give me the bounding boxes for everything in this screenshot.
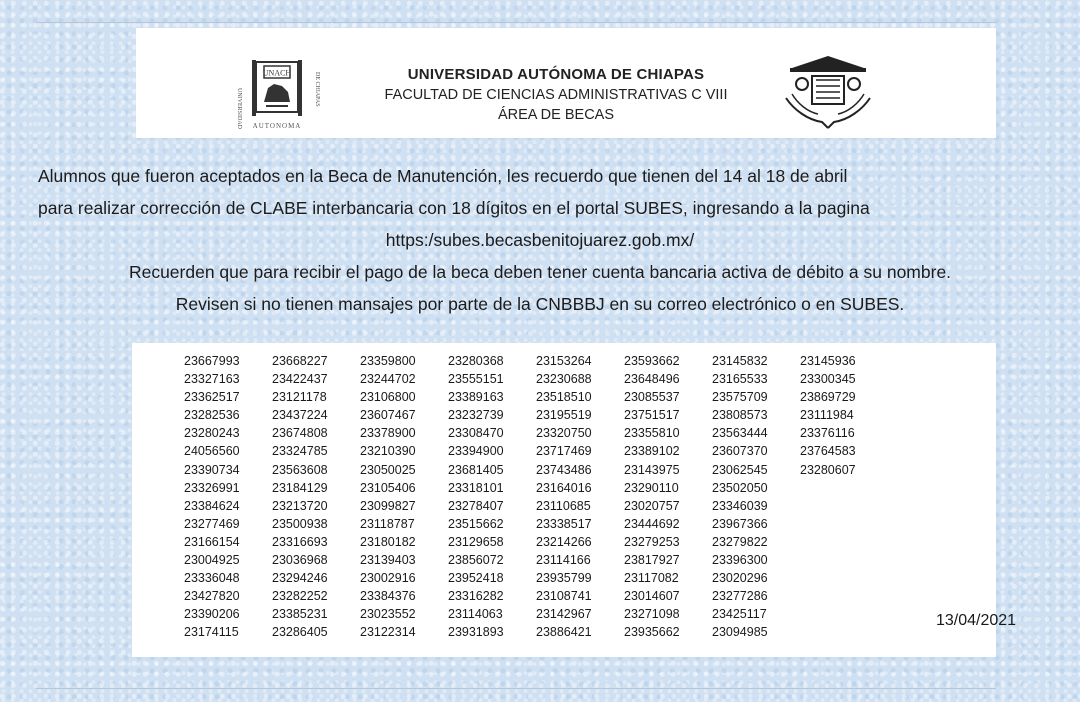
logo-left-bottom-text: AUTONOMA: [252, 122, 302, 130]
student-id: 23294246: [272, 571, 328, 586]
student-id: 23952418: [448, 571, 504, 586]
student-id: 23575709: [712, 390, 768, 405]
student-id: 23308470: [448, 426, 504, 441]
student-id: 23142967: [536, 607, 592, 622]
student-id: 23674808: [272, 426, 328, 441]
portal-url: https:/subes.becasbenitojuarez.gob.mx/: [385, 230, 695, 250]
student-id: 23886421: [536, 625, 592, 640]
student-id: 23244702: [360, 372, 416, 387]
student-id: 23808573: [712, 408, 768, 423]
student-id: 23271098: [624, 607, 680, 622]
student-id: 23869729: [800, 390, 856, 405]
student-id: 23316693: [272, 534, 328, 549]
student-id: 23286405: [272, 625, 328, 640]
student-id: 23139403: [360, 553, 416, 568]
student-id: 23935799: [536, 571, 592, 586]
student-id: 23346039: [712, 498, 768, 513]
student-id: 23648496: [624, 372, 680, 387]
student-id: 23563608: [272, 462, 328, 477]
student-id: 23318101: [448, 480, 504, 495]
student-id: 23444692: [624, 516, 680, 531]
student-id: 23164016: [536, 480, 592, 495]
student-id: 23277286: [712, 589, 768, 604]
student-id: 23195519: [536, 408, 592, 423]
student-id: 23213720: [272, 498, 328, 513]
student-list-card: [132, 343, 996, 657]
unach-crest-icon: [232, 58, 322, 132]
student-id: 23743486: [536, 462, 592, 477]
student-id: 23004925: [184, 553, 240, 568]
student-id: 23376116: [800, 426, 855, 441]
student-id: 23111984: [800, 408, 854, 423]
student-id: 23437224: [272, 408, 328, 423]
student-id: 23114063: [448, 607, 503, 622]
student-id: 23214266: [536, 534, 592, 549]
student-id: 23108741: [536, 589, 592, 604]
svg-text:UNIVERSIDAD: UNIVERSIDAD: [236, 88, 242, 129]
student-id: 23280243: [184, 426, 240, 441]
document-date: 13/04/2021: [936, 612, 1017, 629]
student-id: 23389163: [448, 390, 504, 405]
student-id: 23563444: [712, 426, 768, 441]
student-id: 23002916: [360, 571, 416, 586]
student-id: 23931893: [448, 625, 504, 640]
student-id: 23327163: [184, 372, 240, 387]
student-id: 23153264: [536, 354, 592, 368]
student-id: 23681405: [448, 462, 504, 477]
notice-line-2: para realizar corrección de CLABE interbancaria con 18 dígitos en el portal SUBES, ingresando a la pagina: [38, 198, 870, 218]
student-id: 23502050: [712, 480, 768, 495]
student-id: 23338517: [536, 516, 592, 531]
student-id: 23106800: [360, 390, 416, 405]
student-id: 23118787: [360, 516, 415, 531]
student-id: 23500938: [272, 516, 328, 531]
student-id: 23099827: [360, 498, 416, 513]
student-id: 23180182: [360, 534, 416, 549]
student-id: 23166154: [184, 534, 240, 549]
notice-text: [30, 160, 1050, 320]
student-id: 23856072: [448, 553, 504, 568]
student-id: 23324785: [272, 444, 328, 459]
student-id: 23425117: [712, 607, 767, 622]
student-id: 23336048: [184, 571, 240, 586]
student-id: 23290110: [624, 480, 679, 495]
student-id: 23384376: [360, 589, 416, 604]
student-id: 23316282: [448, 589, 504, 604]
student-id: 23667993: [184, 354, 240, 368]
student-id: 23278407: [448, 498, 504, 513]
student-id: 23935662: [624, 625, 680, 640]
student-id: 23020757: [624, 498, 680, 513]
student-id: 23282536: [184, 408, 240, 423]
student-id: 23764583: [800, 444, 856, 459]
student-id: 23232739: [448, 408, 504, 423]
student-id: 23143975: [624, 462, 680, 477]
student-id: 23210390: [360, 444, 416, 459]
student-id: 23085537: [624, 390, 680, 405]
student-id: 23020296: [712, 571, 768, 586]
student-id: 23515662: [448, 516, 504, 531]
student-id: 23184129: [272, 480, 328, 495]
student-id: 23390734: [184, 462, 240, 477]
student-id: 23320750: [536, 426, 592, 441]
student-id: 23174115: [184, 625, 239, 640]
student-id: 24056560: [184, 444, 240, 459]
bottom-divider: [36, 688, 996, 689]
student-id: 23145832: [712, 354, 768, 368]
student-id: 23280368: [448, 354, 504, 368]
student-id: 23326991: [184, 480, 240, 495]
student-id: 23593662: [624, 354, 680, 368]
student-id: 23277469: [184, 516, 240, 531]
student-id: 23555151: [448, 372, 504, 387]
student-id: 23390206: [184, 607, 240, 622]
student-id: 23300345: [800, 372, 856, 387]
student-id: 23378900: [360, 426, 416, 441]
student-id: 23355810: [624, 426, 680, 441]
student-id: 23230688: [536, 372, 592, 387]
student-id: 23967366: [712, 516, 768, 531]
student-id: 23050025: [360, 462, 416, 477]
student-id: 23751517: [624, 408, 680, 423]
svg-text:DE CHIAPAS: DE CHIAPAS: [314, 72, 320, 107]
notice-line-4: Recuerden que para recibir el pago de la beca deben tener cuenta bancaria activa de débito a su nombre.: [128, 262, 952, 282]
student-id: 23394900: [448, 444, 504, 459]
header-banner: [136, 28, 996, 138]
top-divider: [36, 22, 996, 23]
student-id: 23014607: [624, 589, 680, 604]
student-id: 23607467: [360, 408, 416, 423]
student-id: 23117082: [624, 571, 679, 586]
student-id: 23717469: [536, 444, 592, 459]
header-title-block: [346, 65, 766, 125]
student-id: 23668227: [272, 354, 328, 368]
student-id: 23122314: [360, 625, 416, 640]
student-id: 23145936: [800, 354, 856, 368]
university-name: UNIVERSIDAD AUTÓNOMA DE CHIAPAS: [407, 66, 705, 83]
student-id: 23385231: [272, 607, 328, 622]
student-id: 23427820: [184, 589, 240, 604]
student-id: 23114166: [536, 553, 591, 568]
student-id: 23165533: [712, 372, 768, 387]
notice-line-1: Alumnos que fueron aceptados en la Beca de Manutención, les recuerdo que tienen del 14 al 18 de abril: [38, 166, 848, 186]
faculty-hands-logo-icon: [782, 54, 874, 134]
student-id: 23023552: [360, 607, 416, 622]
logo-left-top-text: UNACH: [262, 68, 292, 78]
student-id: 23062545: [712, 462, 768, 477]
student-id: 23384624: [184, 498, 240, 513]
student-id: 23110685: [536, 498, 591, 513]
student-id-grid: [184, 352, 888, 642]
student-id: 23280607: [800, 462, 856, 477]
faculty-name: FACULTAD DE CIENCIAS ADMINISTRATIVAS C VIII: [384, 87, 728, 103]
student-id: 23389102: [624, 444, 680, 459]
student-id: 23094985: [712, 625, 768, 640]
student-id: 23396300: [712, 553, 768, 568]
student-id: 23121178: [272, 390, 327, 405]
student-id: 23518510: [536, 390, 592, 405]
student-id: 23105406: [360, 480, 416, 495]
student-id: 23279822: [712, 534, 768, 549]
student-id: 23282252: [272, 589, 328, 604]
student-id: 23129658: [448, 534, 504, 549]
student-id: 23817927: [624, 553, 680, 568]
student-id: 23036968: [272, 553, 328, 568]
student-id: 23279253: [624, 534, 680, 549]
student-id: 23607370: [712, 444, 768, 459]
student-id: 23422437: [272, 372, 328, 387]
area-name: ÁREA DE BECAS: [497, 107, 615, 123]
student-id: 23362517: [184, 390, 240, 405]
student-id: 23359800: [360, 354, 416, 368]
notice-line-5: Revisen si no tienen mansajes por parte de la CNBBBJ en su correo electrónico o en SUBES.: [175, 294, 905, 314]
